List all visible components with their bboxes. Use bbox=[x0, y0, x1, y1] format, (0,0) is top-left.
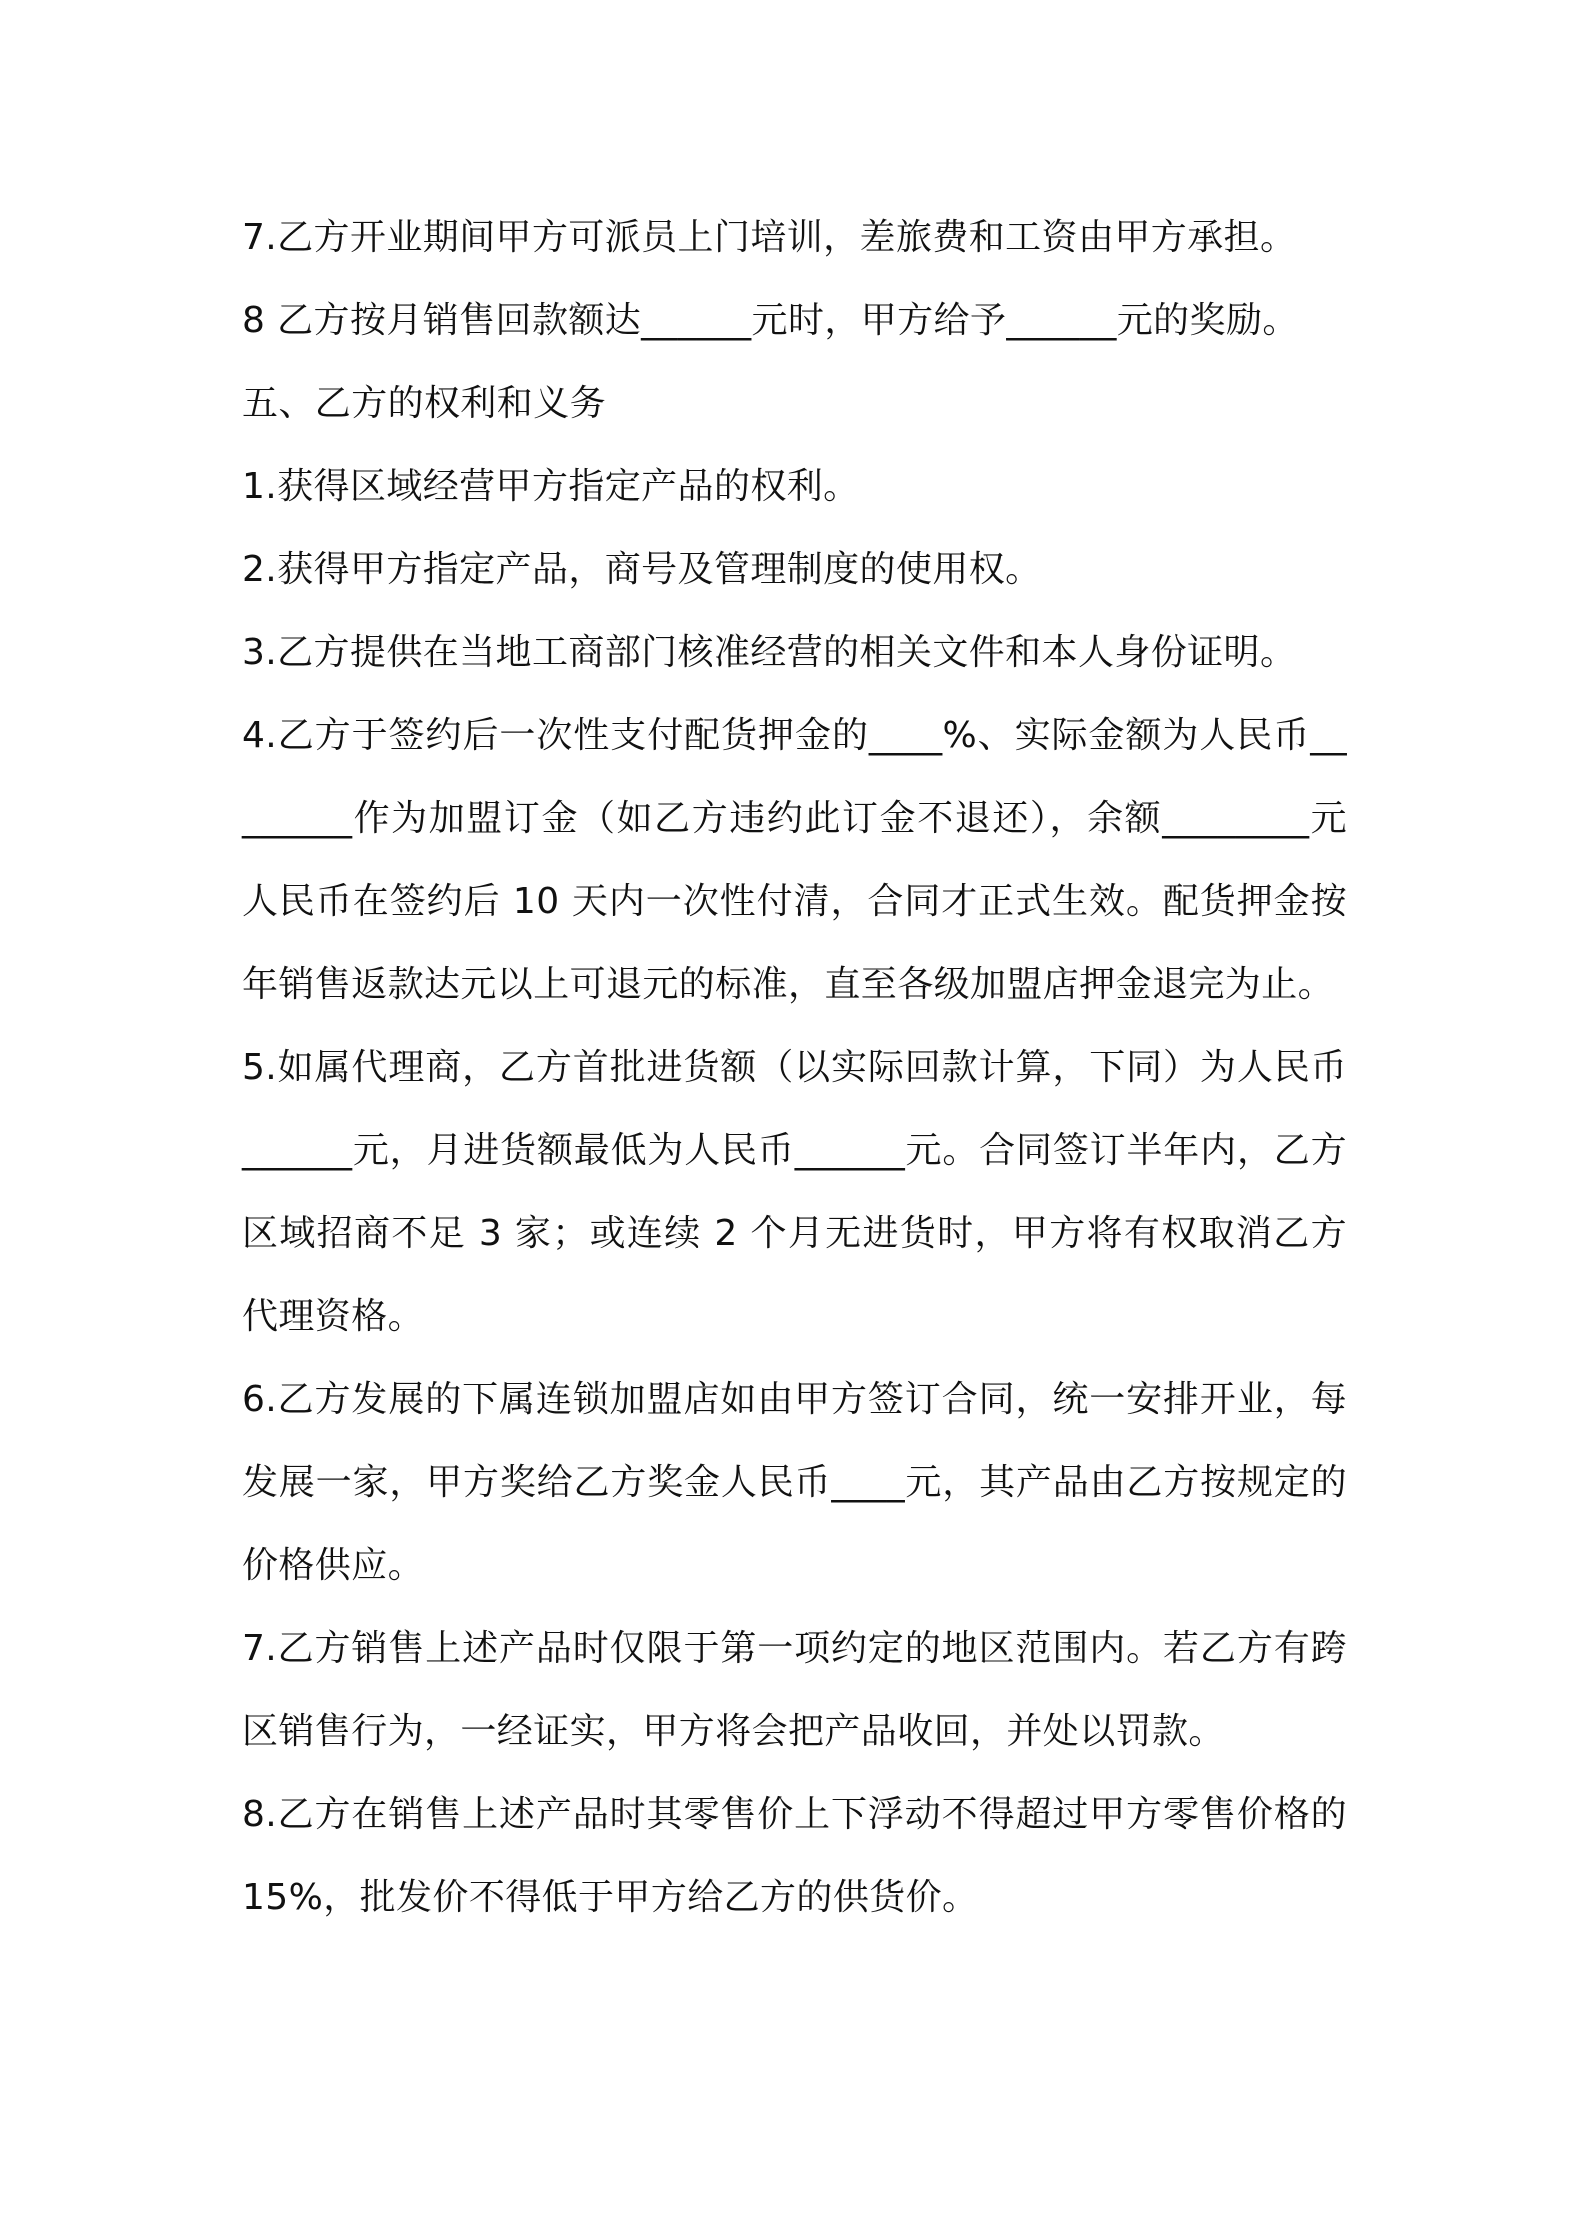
clause-a8-reward: 8 乙方按月销售回款额达______元时，甲方给予______元的奖励。 bbox=[242, 300, 1299, 341]
document-body bbox=[242, 196, 1347, 1939]
clause-b8-pricing: 8.乙方在销售上述产品时其零售价上下浮动不得超过甲方零售价格的 15%，批发价不得低于甲方给乙方的供货价。 bbox=[242, 1794, 1347, 1918]
clause-b2-usage-rights: 2.获得甲方指定产品，商号及管理制度的使用权。 bbox=[242, 549, 1042, 590]
clause-a7-training: 7.乙方开业期间甲方可派员上门培训，差旅费和工资由甲方承担。 bbox=[242, 217, 1297, 258]
clause-b7-sales-region: 7.乙方销售上述产品时仅限于第一项约定的地区范围内。若乙方有跨区销售行为，一经证实，甲方将会把产品收回，并处以罚款。 bbox=[242, 1628, 1347, 1752]
clause-b4-deposit: 4.乙方于签约后一次性支付配货押金的____%、实际金额为人民币________作为加盟订金（如乙方违约此订金不退还），余额________元人民币在签约后 10 天内一次性付清，合同才正式生效。配货押金按年销售返款达元以上可退元的标准，直至各级加盟店押金退完为止。 bbox=[242, 715, 1347, 1005]
clause-b1-regional-rights: 1.获得区域经营甲方指定产品的权利。 bbox=[242, 466, 860, 507]
clause-b6-franchise-bonus: 6.乙方发展的下属连锁加盟店如由甲方签订合同，统一安排开业，每发展一家，甲方奖给乙方奖金人民币____元，其产品由乙方按规定的价格供应。 bbox=[242, 1379, 1347, 1586]
clause-b3-documents: 3.乙方提供在当地工商部门核准经营的相关文件和本人身份证明。 bbox=[242, 632, 1297, 673]
section-heading-rights-obligations: 五、乙方的权利和义务 bbox=[242, 383, 607, 424]
clause-b5-agent-terms: 5.如属代理商，乙方首批进货额（以实际回款计算，下同）为人民币______元，月进货额最低为人民币______元。合同签订半年内，乙方区域招商不足 3 家；或连续 2 个月无进货时，甲方将有权取消乙方代理资格。 bbox=[242, 1047, 1347, 1337]
